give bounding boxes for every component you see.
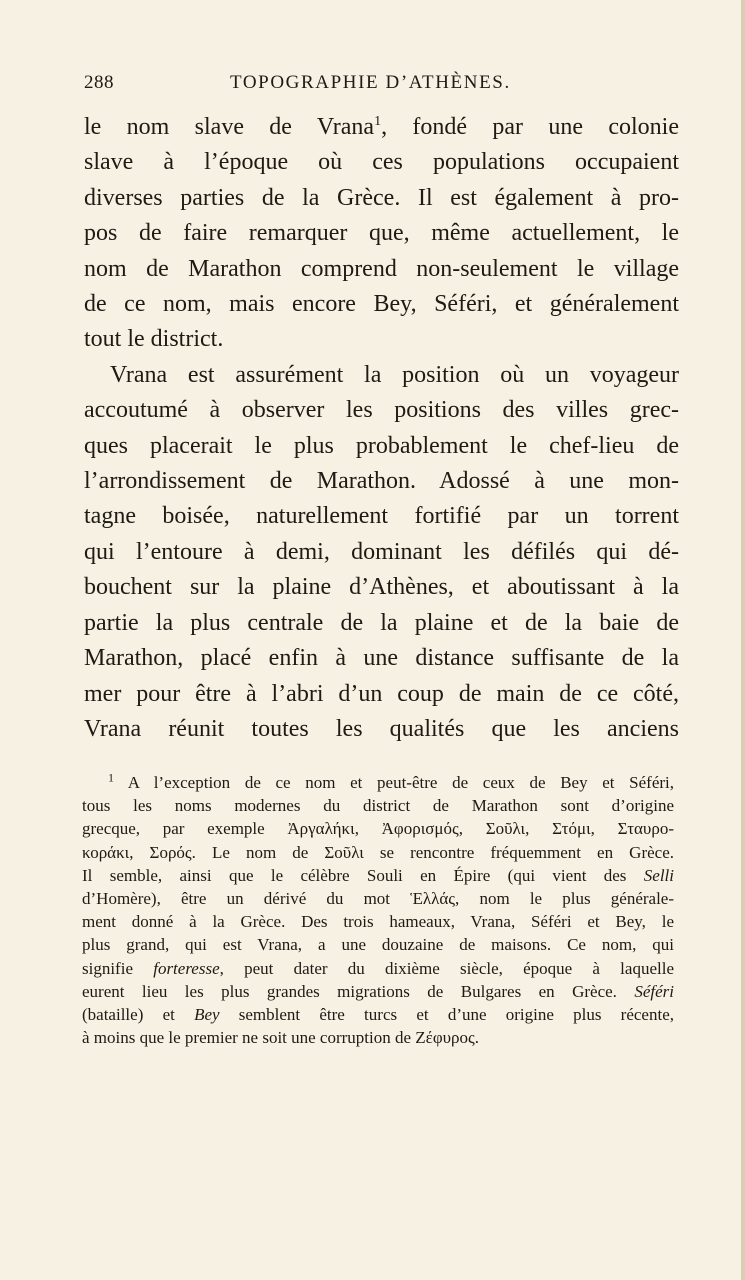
main-text [84,110,679,747]
footnote-line: d’Homère), être un dérivé du mot Ἑλλάς, nom le plus générale- [82,889,674,909]
text-line: slave à l’époque où ces populations occupaient [84,149,679,176]
text-line: accoutumé à observer les positions des villes grec- [84,397,679,424]
page-edge [741,0,745,1280]
text-line: pos de faire remarquer que, même actuellement, le [84,220,679,247]
footnote-line: Il semble, ainsi que le célèbre Souli en Épire (qui vient des Selli [82,865,674,885]
italic-word: Séféri [634,981,674,1001]
text-line: mer pour être à l’abri d’un coup de main de ce côté, [84,680,679,707]
text-line: Vrana est assurément la position où un voyageur [110,361,679,388]
text-line: Marathon, placé enfin à une distance suffisante de la [84,645,679,672]
text-line: nom de Marathon comprend non-seulement le village [84,255,679,282]
text-line: Vrana réunit toutes les qualités que les anciens [84,715,679,742]
footnote-line: κοράκι, Σορός. Le nom de Σοῦλι se rencontre fréquemment en Grèce. [82,842,674,862]
footnote [82,771,674,1049]
footnote-line: plus grand, qui est Vrana, a une douzaine de maisons. Ce nom, qui [82,935,674,955]
italic-word: Bey [194,1005,220,1025]
page-header [84,72,678,104]
footnote-mark: 1 [108,770,114,785]
footnote-line: $^1$ A l’exception de ce nom et peut-être de ceux de Bey et Séféri, [108,770,675,792]
footnote-reference: 1 [374,114,382,129]
italic-word: Selli [643,865,674,885]
text-line: le nom slave de Vrana$^1$, fondé par une colonie [84,114,679,140]
running-title: TOPOGRAPHIE D’ATHÈNES. [230,72,511,93]
footnote-line: (bataille) et Bey semblent être turcs et d’une origine plus récente, [82,1005,674,1025]
text-line: l’arrondissement de Marathon. Adossé à une mon- [84,468,679,495]
footnote-line: ment donné à la Grèce. Des trois hameaux, Vrana, Séféri et Bey, le [82,912,674,932]
text-line: partie la plus centrale de la plaine et de la baie de [84,609,679,636]
page-number: 288 [84,72,114,93]
italic-word: forteresse [153,958,220,978]
text-line: ques placerait le plus probablement le chef-lieu de [84,432,679,459]
text-line: diverses parties de la Grèce. Il est également à pro- [84,184,679,211]
text-line: de ce nom, mais encore Bey, Séféri, et généralement [84,291,679,318]
text-line: tout le district. [84,326,224,353]
footnote-line: tous les noms modernes du district de Marathon sont d’origine [82,796,674,816]
text-line: bouchent sur la plaine d’Athènes, et aboutissant à la [84,574,679,601]
text-line: qui l’entoure à demi, dominant les défilés qui dé- [84,538,679,565]
footnote-line: grecque, par exemple Ἀργαλήκι, Ἀφορισμός, Σοῦλι, Στόμι, Σταυρο- [82,819,674,839]
text-line: tagne boisée, naturellement fortifié par un torrent [84,503,679,530]
footnote-line: eurent lieu les plus grandes migrations de Bulgares en Grèce. Séféri [82,981,674,1001]
footnote-line: à moins que le premier ne soit une corruption de Ζέφυρος. [82,1028,480,1048]
footnote-line: signifie forteresse, peut dater du dixième siècle, époque à laquelle [82,958,674,978]
